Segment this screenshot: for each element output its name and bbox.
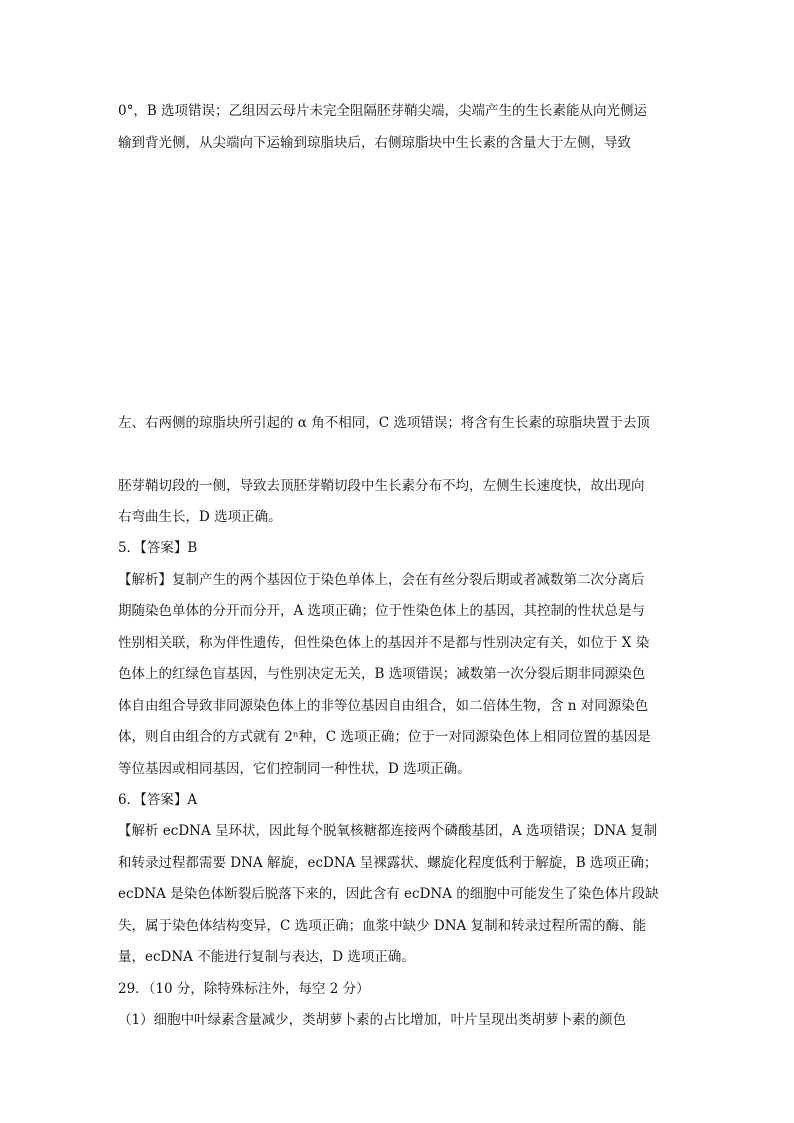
analysis-6-line: ecDNA 是染色体断裂后脱落下来的，因此含有 ecDNA 的细胞中可能发生了染色体片段缺 bbox=[118, 886, 659, 902]
analysis-5-line: 体，则自由组合的方式就有 2ⁿ种，C 选项正确；位于一对同源染色体上相同位置的基因是 bbox=[118, 729, 651, 745]
analysis-6-line: 量，ecDNA 不能进行复制与表达，D 选项正确。 bbox=[118, 949, 415, 965]
text-line: 0°，B 选项错误；乙组因云母片未完全阻隔胚芽鞘尖端，尖端产生的生长素能从向光侧运 bbox=[118, 103, 648, 119]
text-line: 右弯曲生长，D 选项正确。 bbox=[118, 509, 282, 525]
text-line: 左、右两侧的琼脂块所引起的 α 角不相同，C 选项错误；将含有生长素的琼脂块置于去顶 bbox=[118, 415, 650, 431]
analysis-5-line: 色体上的红绿色盲基因，与性别决定无关，B 选项错误；减数第一次分裂后期非同源染色 bbox=[118, 666, 646, 682]
analysis-5-line: 等位基因或相同基因，它们控制同一种性状，D 选项正确。 bbox=[118, 761, 471, 777]
analysis-5-line: 体自由组合导致非同源染色体上的非等位基因自由组合，如二倍体生物，含 n 对同源染色 bbox=[118, 698, 649, 714]
text-line: 输到背光侧，从尖端向下运输到琼脂块后，右侧琼脂块中生长素的含量大于左侧，导致 bbox=[118, 135, 631, 151]
analysis-5-line: 期随染色单体的分开而分开，A 选项正确；位于性染色体上的基因，其控制的性状总是与 bbox=[118, 603, 646, 619]
answer-6: 6．【答案】A bbox=[118, 792, 198, 808]
answer-5: 5．【答案】B bbox=[118, 540, 198, 556]
analysis-6-line: 【解析 ecDNA 呈环状，因此每个脱氧核糖都连接两个磷酸基团，A 选项错误；DNA 复制 bbox=[118, 823, 658, 839]
question-29-item-1: （1）细胞中叶绿素含量减少，类胡萝卜素的占比增加，叶片呈现出类胡萝卜素的颜色 bbox=[118, 1012, 627, 1028]
text-line: 胚芽鞘切段的一侧，导致去顶胚芽鞘切段中生长素分布不均，左侧生长速度快，故出现向 bbox=[118, 478, 645, 494]
question-29-heading: 29．（10 分，除特殊标注外，每空 2 分） bbox=[118, 981, 370, 997]
blank-figure-area bbox=[118, 165, 678, 395]
analysis-6-line: 和转录过程都需要 DNA 解旋，ecDNA 呈裸露状、螺旋化程度低利于解旋，B 选项正确； bbox=[118, 855, 658, 871]
analysis-5-line: 【解析】复制产生的两个基因位于染色单体上，会在有丝分裂后期或者减数第二次分离后 bbox=[118, 572, 645, 588]
analysis-5-line: 性别相关联，称为伴性遗传，但性染色体上的基因并不是都与性别决定有关，如位于 X 染 bbox=[118, 635, 650, 651]
analysis-6-line: 失，属于染色体结构变异，C 选项正确；血浆中缺少 DNA 复制和转录过程所需的酶、能 bbox=[118, 918, 647, 934]
